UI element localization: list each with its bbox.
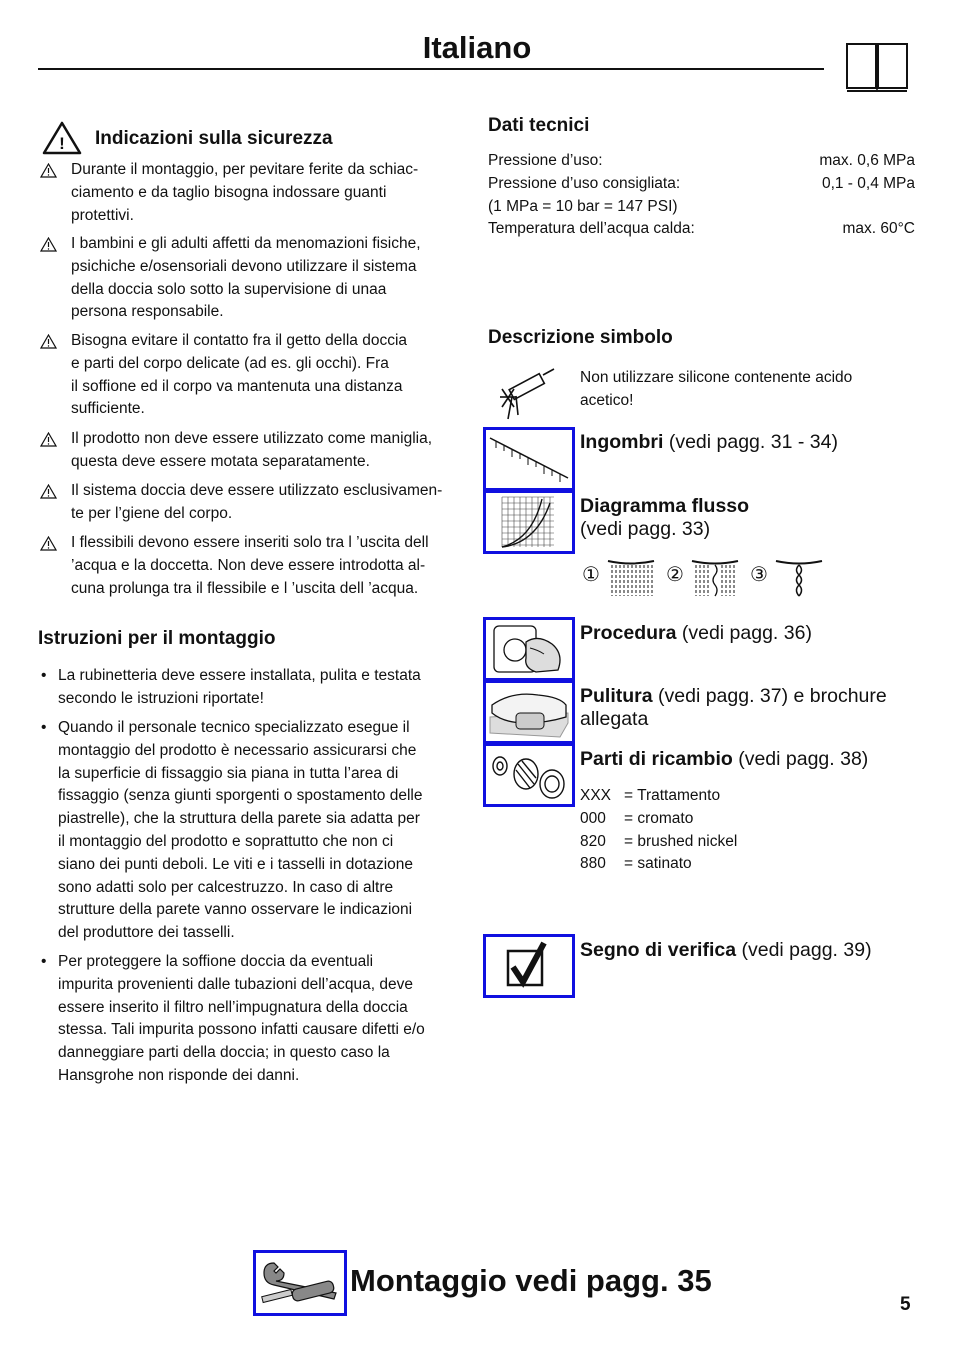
finish-code: XXX (580, 787, 612, 804)
finish-code-row (580, 810, 693, 833)
tech-row (488, 220, 915, 243)
safety-item (38, 532, 468, 600)
text-line: persona responsabile. (71, 303, 224, 321)
silicone-line-1: Non utilizzare silicone contenente acido (580, 369, 853, 386)
symbols-heading: Descrizione simbolo (488, 327, 673, 348)
ricambio-label: Parti di ricambio (vedi pagg. 38) (580, 748, 869, 770)
warning-icon (40, 484, 57, 499)
finish-code: 880 (580, 855, 606, 873)
tech-label: Temperatura dell’acqua calda: (488, 220, 695, 238)
text-line: il montaggio del prodotto e soprattutto che non ci (58, 832, 394, 850)
flusso-label: Diagramma flusso (580, 495, 750, 517)
text-line: Hansgrohe non risponde dei danni. (58, 1066, 300, 1084)
verifica-label: Segno di verifica (vedi pagg. 39) (580, 939, 872, 961)
text-line: cuna prolunga tra il flessibile e l ’uscita dell ’acqua. (71, 579, 419, 597)
spray-massage-icon (774, 558, 824, 598)
tech-label: Pressione d’uso consigliata: (488, 174, 681, 192)
text-line: psichiche e/osensoriali devono utilizzare il sistema (71, 257, 417, 275)
tech-row (488, 175, 915, 198)
title-rule (38, 68, 824, 70)
text-line: protettivi. (71, 206, 134, 224)
finish-code-row (580, 833, 737, 856)
safety-heading-warning-icon (42, 121, 82, 155)
open-book-icon (845, 42, 909, 94)
tech-value: max. 60°C (842, 220, 915, 238)
assembly-heading: Istruzioni per il montaggio (38, 628, 276, 649)
text-line: strutture della parete vanno osservare le indicazioni (58, 901, 413, 919)
cleaning-hand-icon (483, 680, 575, 744)
page-title: Italiano (422, 30, 532, 65)
text-line: il soffione ed il corpo va mantenuta una distanza (71, 377, 403, 395)
text-line: danneggiare parti della doccia; in questo caso la (58, 1044, 390, 1062)
text-line: Il sistema doccia deve essere utilizzato esclusivamen- (71, 482, 443, 499)
dimensions-icon (483, 427, 575, 491)
safety-item (38, 480, 468, 526)
text-line: secondo le istruzioni riportate! (58, 689, 264, 707)
warning-icon (40, 536, 57, 551)
spray-mode-1-label: ① (582, 564, 600, 586)
tools-wrench-screwdriver-icon (253, 1250, 347, 1316)
text-line: Il prodotto non deve essere utilizzato come maniglia, (71, 430, 433, 447)
warning-icon (40, 432, 57, 447)
spare-parts-icon (483, 743, 575, 807)
text-line: te per l’giene del corpo. (71, 504, 233, 522)
tech-value: 0,1 - 0,4 MPa (821, 174, 915, 192)
safety-heading: Indicazioni sulla sicurezza (95, 128, 333, 149)
tech-label: Pressione d’uso: (488, 152, 603, 169)
text-line: stessa. Tali impurita possono infatti causare difetti e/o (58, 1021, 425, 1039)
finish-description: = cromato (624, 809, 694, 827)
finish-code-row (580, 787, 720, 810)
spray-mode-2-label: ② (666, 564, 684, 586)
text-line: sono adatti solo per calcestruzzo. In caso di altre (58, 878, 394, 896)
text-line: del produttore dei tasselli. (58, 924, 235, 942)
text-line: impurita provenienti dalle tubazioni dell’acqua, deve (58, 975, 414, 993)
text-line: Per proteggere la soffione doccia da eventuali (58, 953, 374, 970)
text-line: siano dei punti deboli. Le viti e i tasselli in dotazione (58, 855, 414, 873)
flow-diagram-icon (483, 490, 575, 554)
text-line: montaggio del prodotto è necessario assicurarsi che (58, 741, 417, 759)
text-line: Durante il montaggio, per pevitare ferite da schiac- (71, 161, 419, 178)
text-line: piastrelle), che la struttura della parete sia adatta per (58, 810, 420, 828)
spray-rain-icon (606, 558, 656, 598)
pulitura-label: Pulitura (vedi pagg. 37) e brochure (580, 685, 887, 707)
procedura-label: Procedura (vedi pagg. 36) (580, 622, 812, 644)
bullet: • (41, 667, 47, 684)
warning-icon (40, 334, 57, 349)
text-line: La rubinetteria deve essere installata, pulita e testata (58, 667, 421, 684)
assembly-item (38, 717, 463, 945)
finish-code: 820 (580, 832, 606, 850)
text-line: ’acqua e la doccetta. Non deve essere introdotta al- (71, 556, 426, 574)
text-line: fissaggio (senza giunti sporgenti o spostamento delle (58, 787, 423, 805)
text-line: e parti del corpo delicate (ad es. gli occhi). Fra (71, 354, 389, 372)
procedure-hand-icon (483, 617, 575, 681)
finish-description: = satinato (624, 855, 692, 873)
finish-code: 000 (580, 809, 606, 827)
text-line: sufficiente. (71, 400, 145, 418)
tech-heading: Dati tecnici (488, 115, 590, 136)
text-line: Bisogna evitare il contatto fra il getto della doccia (71, 332, 408, 349)
bullet: • (41, 719, 47, 736)
finish-code-row (580, 855, 692, 878)
tech-row (488, 198, 915, 221)
safety-item (38, 159, 468, 227)
text-line: essere inserito il filtro nell’impugnatura della doccia (58, 998, 408, 1016)
finish-description: = brushed nickel (624, 832, 738, 850)
tech-row (488, 152, 915, 175)
svg-text:!: ! (59, 134, 65, 153)
warning-icon (40, 237, 57, 252)
footer-assembly-reference: Montaggio vedi pagg. 35 (350, 1263, 712, 1298)
spray-mode-3-label: ③ (750, 564, 768, 586)
tech-value: max. 0,6 MPa (819, 152, 915, 169)
text-line: ciamento e da taglio bisogna indossare guanti (71, 183, 387, 201)
safety-item (38, 233, 468, 324)
tech-label: (1 MPa = 10 bar = 147 PSI) (488, 197, 678, 215)
ingombri-label: Ingombri (vedi pagg. 31 - 34) (580, 431, 838, 453)
text-line: I bambini e gli adulti affetti da menomazioni fisiche, (71, 235, 421, 252)
assembly-item (38, 665, 463, 711)
pulitura-label-2: allegata (580, 708, 649, 730)
silicone-gun-icon (494, 367, 558, 423)
text-line: la superficie di fissaggio sia piana in tutta l’area di (58, 764, 399, 782)
bullet: • (41, 953, 47, 970)
silicone-line-2: acetico! (580, 392, 634, 409)
page-number: 5 (900, 1294, 911, 1315)
safety-item (38, 428, 468, 474)
flusso-pages: (vedi pagg. 33) (580, 518, 711, 540)
text-line: I flessibili devono essere inseriti solo tra l ’uscita dell (71, 534, 429, 551)
spray-mixed-icon (690, 558, 740, 598)
text-line: della doccia solo sotto la supervisione di unaa (71, 280, 387, 298)
warning-icon (40, 163, 57, 178)
text-line: Quando il personale tecnico specializzato esegue il (58, 719, 410, 736)
safety-item (38, 330, 468, 421)
finish-description: = Trattamento (624, 787, 721, 804)
text-line: questa deve essere motata separatamente. (71, 452, 370, 470)
checkmark-icon (483, 934, 575, 998)
assembly-item (38, 951, 463, 1088)
